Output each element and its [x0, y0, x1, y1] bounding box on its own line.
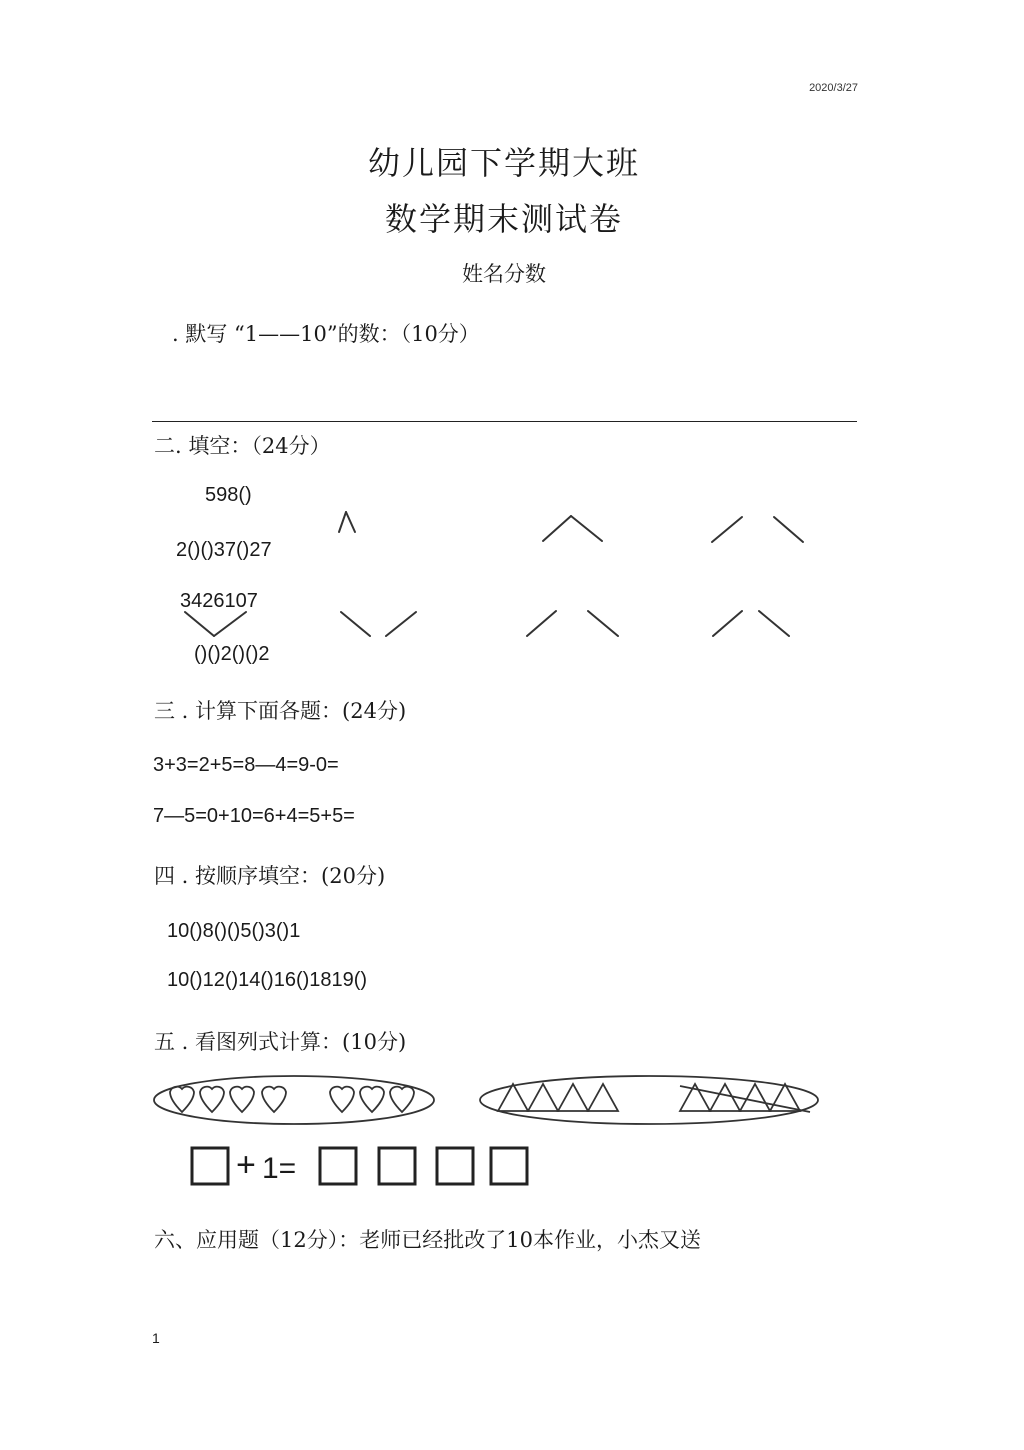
heart-icon: [360, 1087, 384, 1112]
equation-equals: 1=: [262, 1152, 297, 1185]
merge-lines-1: [185, 612, 246, 636]
heart-icon: [262, 1087, 286, 1112]
triangle-icon: [528, 1084, 558, 1111]
section3-row-2: 7—5=0+10=6+4=5+5=: [153, 805, 355, 827]
heart-icon: [390, 1087, 414, 1112]
section2-row-3: 3426107: [180, 590, 258, 612]
equation-plus: +: [236, 1146, 256, 1184]
document-date: 2020/3/27: [809, 82, 858, 94]
split-lines-3: [712, 517, 803, 542]
triangle-icon: [740, 1084, 770, 1111]
triangle-icon: [558, 1084, 588, 1111]
merge-lines-2: [341, 612, 416, 636]
answer-box-3: [379, 1148, 415, 1184]
split-lines-2: [543, 516, 602, 541]
cross-out-line: [680, 1086, 810, 1112]
triangles-group: [480, 1076, 818, 1124]
section4-heading: 四 . 按顺序填空：(20分): [154, 864, 386, 888]
heart-icon: [200, 1087, 224, 1112]
hearts-group: [154, 1076, 434, 1124]
split-lines-4: [527, 611, 618, 636]
section3-row-1: 3+3=2+5=8—4=9-0=: [153, 754, 339, 776]
section2-row-4: ()()2()()2: [194, 643, 270, 665]
section2-row-2: 2()()37()27: [176, 539, 272, 561]
answer-box-4: [437, 1148, 473, 1184]
heart-icon: [330, 1087, 354, 1112]
section2-row-1: 598(): [205, 484, 252, 506]
section5-heading: 五 . 看图列式计算：(10分): [154, 1030, 407, 1054]
section4-row-1: 10()8()()5()3()1: [167, 920, 301, 942]
section1-heading: . 默写 “1——10”的数：（10分）: [172, 322, 480, 346]
heart-icon: [230, 1087, 254, 1112]
section2-heading: 二. 填空：（24分）: [154, 434, 331, 458]
page-title-line2: 数学期末测试卷: [384, 200, 623, 238]
section4-row-2: 10()12()14()16()1819(): [167, 969, 368, 991]
section3-heading: 三 . 计算下面各题：(24分): [154, 699, 407, 723]
section6-heading: 六、应用题（12分）：老师已经批改了10本作业，小杰又送: [154, 1228, 701, 1252]
answer-box-5: [491, 1148, 527, 1184]
heart-icon: [170, 1087, 194, 1112]
page-number: 1: [152, 1330, 160, 1346]
split-lines-5: [713, 611, 789, 636]
name-score-label: 姓名分数: [462, 262, 546, 286]
triangle-icon: [588, 1084, 618, 1111]
page-title-line1: 幼儿园下学期大班: [367, 144, 640, 182]
answer-box-2: [320, 1148, 356, 1184]
triangle-icon: [680, 1084, 710, 1111]
split-lines-1: [339, 512, 355, 532]
answer-box-1: [192, 1148, 228, 1184]
